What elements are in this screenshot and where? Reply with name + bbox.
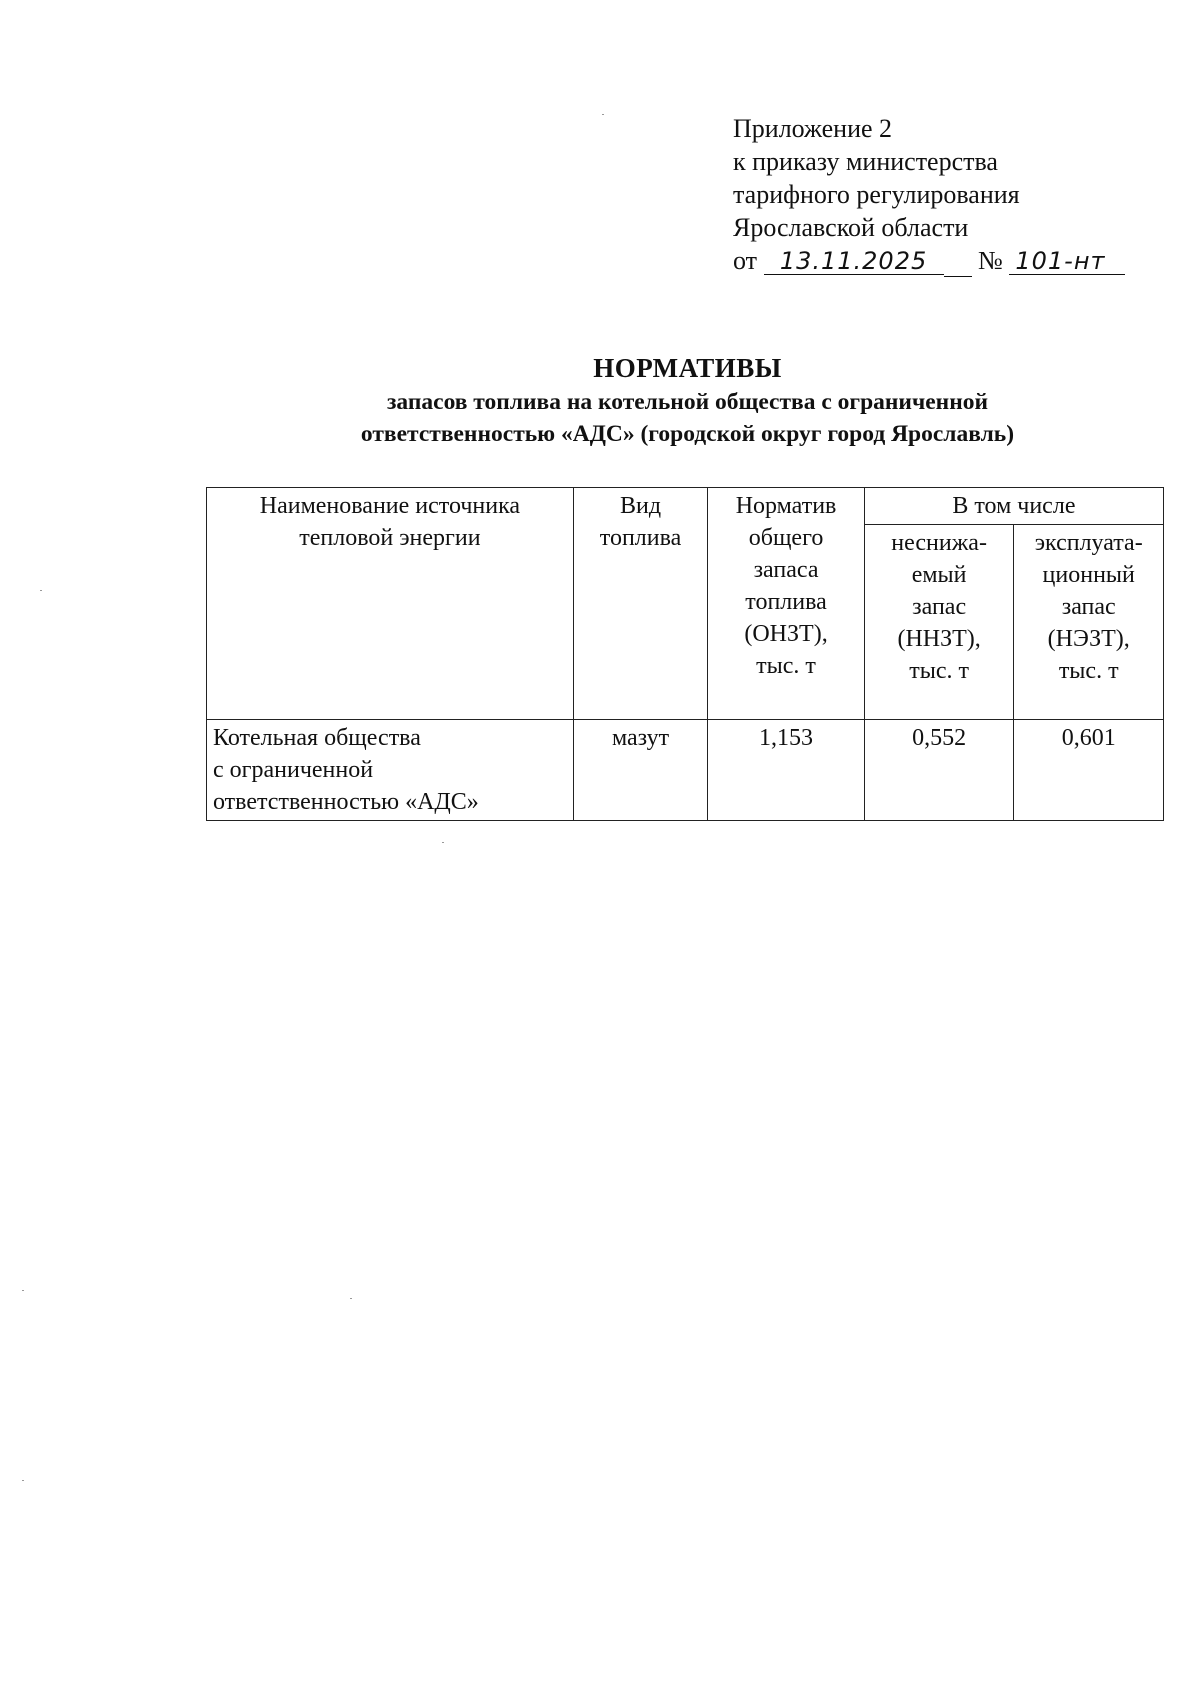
scan-speck — [22, 1290, 24, 1291]
document-title-block — [240, 350, 1135, 450]
header-source: Наименование источника тепловой энергии — [207, 488, 574, 720]
header-including: В том числе — [864, 488, 1163, 525]
scan-speck — [22, 1480, 24, 1481]
cell-nnzt: 0,552 — [864, 720, 1014, 821]
header-total-norm: Норматив общего запаса топлива (ОНЗТ), тыс. т — [708, 488, 865, 720]
appendix-ministry-line: тарифного регулирования — [733, 180, 1020, 209]
order-date: 13.11.2025 — [764, 248, 944, 275]
header-fuel-type: Вид топлива — [573, 488, 707, 720]
table-header-row — [207, 488, 1164, 525]
document-subtitle-line-1: запасов топлива на котельной общества с ограниченной — [386, 389, 989, 415]
cell-source: Котельная общества с ограниченной ответственностью «АДС» — [207, 720, 574, 821]
cell-total-norm: 1,153 — [708, 720, 865, 821]
cell-fuel-type: мазут — [573, 720, 707, 821]
document-title: НОРМАТИВЫ — [593, 353, 782, 383]
appendix-region-line: Ярославской области — [733, 213, 969, 242]
header-nnzt: неснижа- емый запас (ННЗТ), тыс. т — [864, 525, 1014, 720]
date-underline-gap — [944, 250, 972, 277]
scan-speck — [350, 1298, 352, 1299]
date-prefix: от — [733, 246, 758, 275]
fuel-norms-table — [206, 487, 1164, 821]
header-nezt: эксплуата- ционный запас (НЭЗТ), тыс. т — [1014, 525, 1164, 720]
table-row — [207, 720, 1164, 821]
scan-speck — [40, 590, 42, 591]
appendix-title: Приложение 2 — [733, 114, 893, 143]
cell-nezt: 0,601 — [1014, 720, 1164, 821]
order-number: 101-нт — [1009, 248, 1125, 275]
appendix-order-line: к приказу министерства — [733, 147, 998, 176]
scan-speck — [442, 842, 444, 843]
appendix-block — [733, 112, 1125, 277]
scan-speck — [602, 114, 604, 115]
number-sign: № — [978, 246, 1003, 275]
appendix-date-number-line — [733, 244, 1125, 277]
document-subtitle-line-2: ответственностью «АДС» (городской округ город Ярославль) — [360, 421, 1015, 447]
